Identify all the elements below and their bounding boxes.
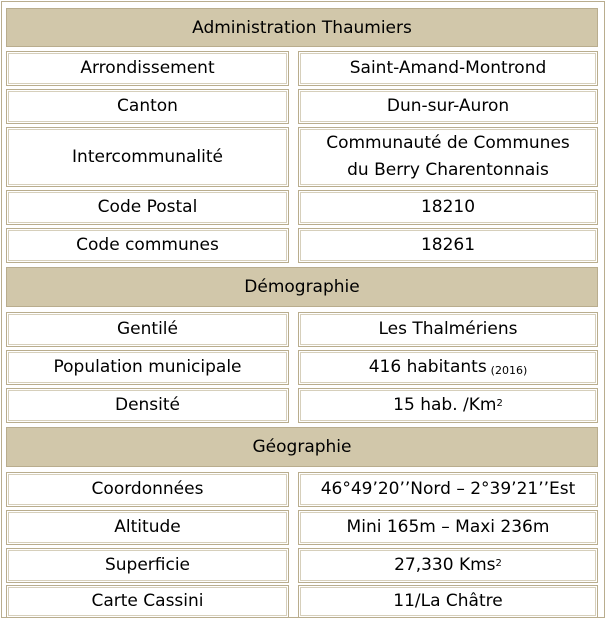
- row-label-arrondissement: Arrondissement: [6, 51, 289, 86]
- row-label-gentile: Gentilé: [6, 312, 289, 347]
- table-row: [6, 388, 598, 423]
- superficie-exponent: 2: [495, 557, 502, 569]
- row-value-code-postal: 18210: [298, 190, 598, 225]
- row-value-code-communes: 18261: [298, 228, 598, 263]
- row-value-canton: Dun-sur-Auron: [298, 89, 598, 124]
- row-label-cassini: Carte Cassini: [6, 585, 289, 618]
- row-label-canton: Canton: [6, 89, 289, 124]
- row-value-gentile: Les Thalmériens: [298, 312, 598, 347]
- table-row: [6, 548, 598, 583]
- table-row: [6, 350, 598, 385]
- row-value-coordonnees: 46°49’20’’Nord – 2°39’21’’Est: [298, 472, 598, 507]
- row-label-code-communes: Code communes: [6, 228, 289, 263]
- row-label-population: Population municipale: [6, 350, 289, 385]
- densite-value: 15 hab. /Km: [393, 395, 497, 415]
- table-row: [6, 585, 598, 618]
- table-row: [6, 51, 598, 86]
- population-year: (2016): [490, 364, 528, 377]
- densite-exponent: 2: [496, 397, 503, 409]
- row-label-coordonnees: Coordonnées: [6, 472, 289, 507]
- row-label-intercommunalite: Intercommunalité: [6, 127, 289, 187]
- row-value-cassini: 11/La Châtre: [298, 585, 598, 618]
- row-value-population: [298, 350, 598, 385]
- table-row: [6, 190, 598, 225]
- row-label-altitude: Altitude: [6, 510, 289, 545]
- section-header-administration: Administration Thaumiers: [6, 8, 598, 47]
- row-value-superficie: [298, 548, 598, 583]
- population-value: 416 habitants: [368, 357, 487, 377]
- intercommunalite-line2: du Berry Charentonnais: [347, 160, 549, 180]
- intercommunalite-line1: Communauté de Communes: [326, 133, 570, 153]
- table-row: [6, 510, 598, 545]
- row-label-superficie: Superficie: [6, 548, 289, 583]
- row-value-arrondissement: Saint-Amand-Montrond: [298, 51, 598, 86]
- table-row: [6, 312, 598, 347]
- row-label-code-postal: Code Postal: [6, 190, 289, 225]
- table-row: [6, 472, 598, 507]
- row-label-densite: Densité: [6, 388, 289, 423]
- superficie-value: 27,330 Kms: [394, 555, 496, 575]
- row-value-altitude: Mini 165m – Maxi 236m: [298, 510, 598, 545]
- row-value-intercommunalite: [298, 127, 598, 187]
- table-row: [6, 228, 598, 263]
- table-row: [6, 127, 598, 187]
- row-value-densite: [298, 388, 598, 423]
- section-header-demographie: Démographie: [6, 267, 598, 307]
- section-header-geographie: Géographie: [6, 427, 598, 467]
- table-row: [6, 89, 598, 124]
